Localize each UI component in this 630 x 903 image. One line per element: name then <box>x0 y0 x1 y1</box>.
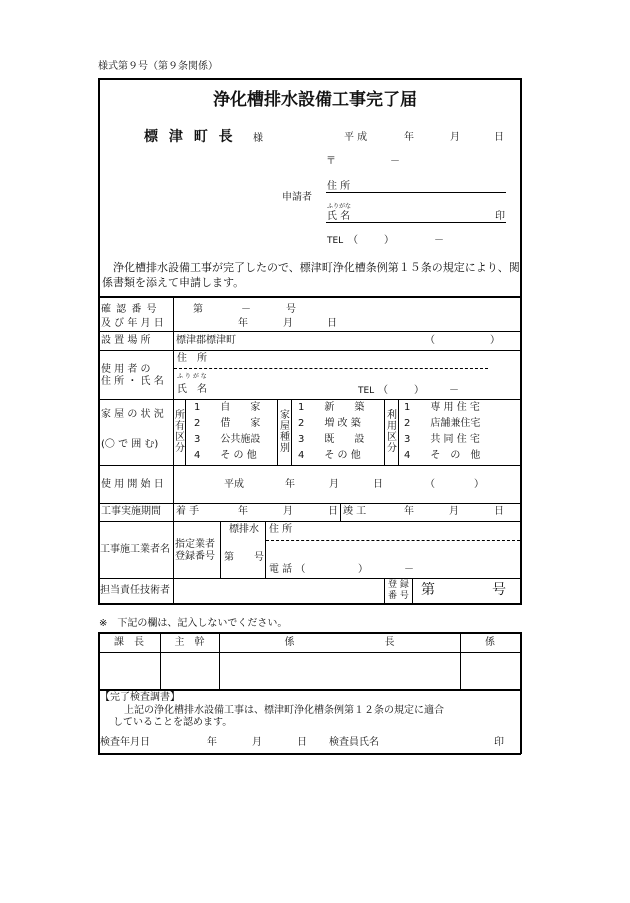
addressee: 標 津 町 長 <box>144 129 236 145</box>
user-tel-close: ） <box>414 385 424 396</box>
contractor-label: 工事施工業者名 <box>100 544 170 555</box>
use-item-1: 1 専 用 住 宅 <box>404 402 480 413</box>
ownership-item-1: 1 自 家 <box>194 402 261 413</box>
applicant-seal: 印 <box>495 211 505 222</box>
address-line <box>326 192 506 193</box>
name-line <box>326 222 506 223</box>
inspection-nen: 年 <box>207 737 217 748</box>
type-item-3: 3 既 設 <box>298 434 365 445</box>
contractor-tel-label: 電 話 （ <box>269 564 306 575</box>
type-item-2: 2 増 改 築 <box>298 418 361 429</box>
period-start-hi: 日 <box>328 506 338 517</box>
reg-label-1: 登 録 <box>388 580 409 590</box>
inspection-seal: 印 <box>494 737 504 748</box>
confirm-go: 号 <box>286 304 296 315</box>
applicant-tel-close: ） <box>384 235 394 246</box>
start-nen: 年 <box>285 479 295 490</box>
user-address-label: 住 所 <box>177 353 207 364</box>
user-furigana: ふ り が な <box>177 373 207 380</box>
date-month: 月 <box>450 132 460 143</box>
period-end-hi: 日 <box>494 506 504 517</box>
user-name-label: 氏 名 <box>177 384 207 395</box>
date-era: 平 成 <box>344 132 368 143</box>
statement: 浄化槽排水設備工事が完了したので、標津町浄化槽条例第１５条の規定により、関係書類を添えて申請します。 <box>102 261 520 289</box>
house-label-2: (〇 で 囲 む) <box>101 439 159 450</box>
start-tsuki: 月 <box>329 479 339 490</box>
applicant-tel-sep: － <box>434 235 444 246</box>
form-reference: 様式第９号（第９条関係） <box>98 61 218 72</box>
confirm-label-2: 及 び 年 月 日 <box>101 318 164 329</box>
inspector-label: 検査員氏名 <box>329 737 379 748</box>
inspection-hi: 日 <box>297 737 307 748</box>
user-label-2: 住 所 ・ 氏 名 <box>101 376 164 387</box>
ownership-item-4: 4 そ の 他 <box>194 450 257 461</box>
inspection-date-label: 検査年月日 <box>100 737 150 748</box>
site-value: 標津郡標津町 <box>176 335 236 346</box>
start-paren-open: （ <box>425 479 435 490</box>
addressee-honorific: 様 <box>253 133 263 144</box>
period-start-label: 着 手 <box>176 506 200 517</box>
date-day: 日 <box>494 132 504 143</box>
contractor-tel-sep: － <box>404 564 414 575</box>
office-header-staff: 係 <box>485 637 495 648</box>
postal-mark: 〒 <box>326 156 336 167</box>
office-header-section-head: 係 長 <box>284 637 395 648</box>
use-label: 利用区分 <box>387 410 397 454</box>
start-paren-close: ） <box>474 479 484 490</box>
confirm-dash: － <box>241 304 251 315</box>
confirm-tsuki: 月 <box>283 318 293 329</box>
office-header-director: 主 幹 <box>174 637 205 648</box>
reg-go: 号 <box>492 582 506 598</box>
user-tel-open: （ <box>378 385 388 396</box>
start-label: 使 用 開 始 日 <box>101 479 164 490</box>
start-era: 平成 <box>224 479 244 490</box>
postal-separator: － <box>390 156 400 167</box>
type-item-1: 1 新 築 <box>298 402 365 413</box>
designated-dai: 第 <box>224 552 234 563</box>
designated-label-1: 指定業者 <box>175 539 215 550</box>
ownership-item-3: 3 公共施設 <box>194 434 261 445</box>
applicant-label: 申請者 <box>282 192 312 203</box>
user-tel-label: TEL <box>358 386 375 396</box>
period-label: 工事実施期間 <box>101 506 161 517</box>
engineer-label: 担当責任技術者 <box>100 585 170 596</box>
applicant-tel-label: TEL <box>327 236 344 246</box>
reg-dai: 第 <box>421 582 435 598</box>
document-title: 浄化槽排水設備工事完了届 <box>213 90 417 110</box>
date-year: 年 <box>404 132 414 143</box>
applicant-furigana: ふりがな <box>327 203 352 210</box>
applicant-address-label: 住 所 <box>327 181 351 192</box>
inspection-text-2: していることを認めます。 <box>113 717 233 728</box>
confirm-label-1: 確 認 番 号 <box>101 304 158 315</box>
use-item-2: 2 店舗兼住宅 <box>404 418 481 429</box>
office-use-note: ※ 下記の欄は、記入しないでください。 <box>99 618 288 629</box>
site-label: 設 置 場 所 <box>101 335 151 346</box>
inspection-tsuki: 月 <box>252 737 262 748</box>
designated-label-2: 登録番号 <box>175 551 215 562</box>
ownership-item-2: 2 借 家 <box>194 418 261 429</box>
type-item-4: 4 そ の 他 <box>298 450 361 461</box>
period-end-label: 竣 工 <box>343 506 367 517</box>
designated-go: 号 <box>254 552 264 563</box>
confirm-dai: 第 <box>193 304 203 315</box>
period-start-tsuki: 月 <box>283 506 293 517</box>
site-paren-close: ） <box>490 335 500 346</box>
contractor-address-label: 住 所 <box>269 524 293 535</box>
designated-prefix: 標排水 <box>229 524 259 535</box>
inspection-title: 【完了検査調書】 <box>100 692 180 703</box>
contractor-dashed-line <box>266 540 520 541</box>
period-end-tsuki: 月 <box>449 506 459 517</box>
use-item-4: 4 そ の 他 <box>404 450 481 461</box>
applicant-tel-open: （ <box>348 235 358 246</box>
reg-label-2: 番 号 <box>388 591 409 601</box>
period-start-nen: 年 <box>238 506 248 517</box>
user-dashed-line <box>174 368 488 369</box>
confirm-hi: 日 <box>327 318 337 329</box>
contractor-tel-close: ） <box>358 564 368 575</box>
ownership-label: 所有区分 <box>175 410 185 454</box>
confirm-nen: 年 <box>238 318 248 329</box>
user-tel-sep: － <box>449 385 459 396</box>
house-label-1: 家 屋 の 状 況 <box>101 409 164 420</box>
use-item-3: 3 共 同 住 宅 <box>404 434 480 445</box>
user-label-1: 使 用 者 の <box>101 364 151 375</box>
type-label: 家屋種別 <box>280 410 290 454</box>
inspection-text-1: 上記の浄化槽排水設備工事は、標津町浄化槽条例第１２条の規定に適合 <box>124 705 444 716</box>
start-hi: 日 <box>373 479 383 490</box>
applicant-name-label: 氏 名 <box>327 211 351 222</box>
site-paren-open: （ <box>425 335 435 346</box>
period-end-nen: 年 <box>404 506 414 517</box>
office-header-chief: 課 長 <box>114 637 144 648</box>
